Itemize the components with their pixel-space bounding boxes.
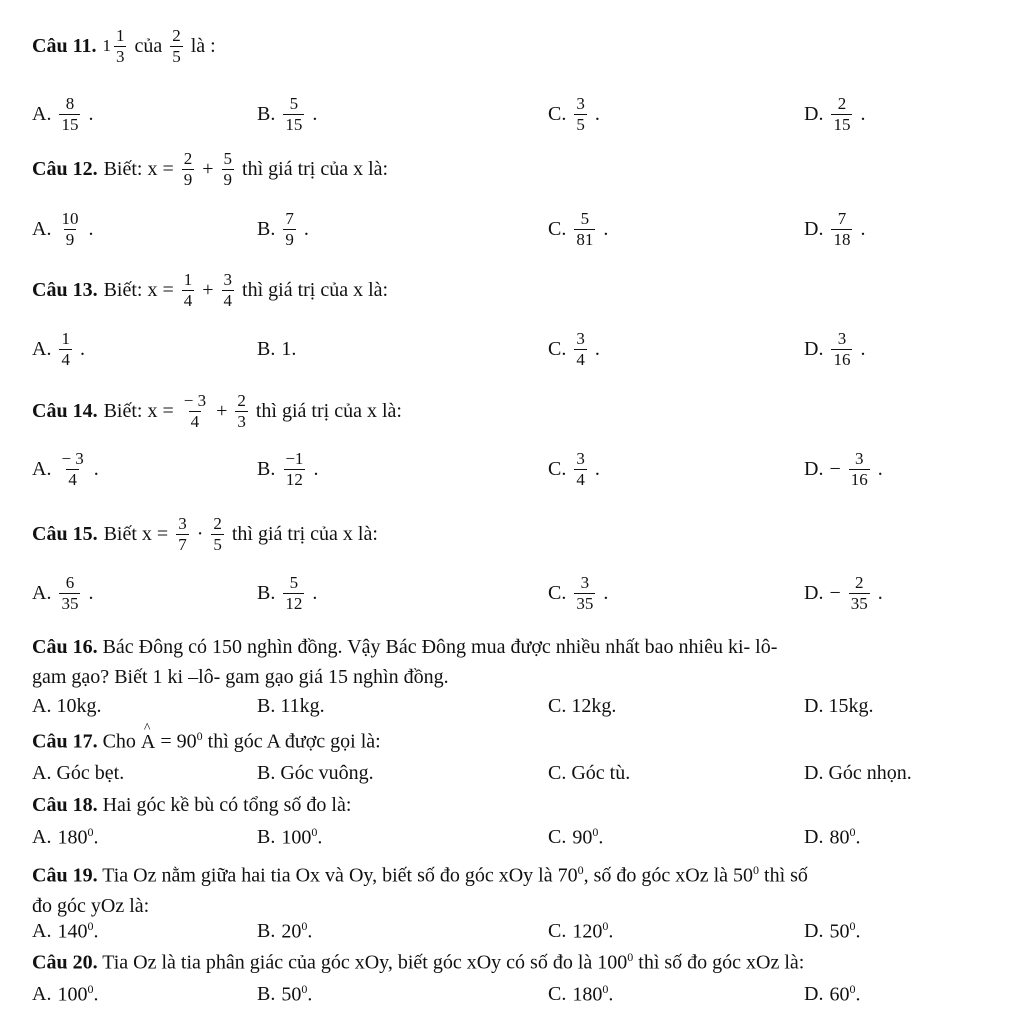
fraction: $\frac{5}{9}$ <box>223 149 233 189</box>
fraction: $\frac{2}{5}$ <box>213 514 222 554</box>
question-12: Câu 12. Biết: x = $\frac{2}{9}$ + $\frac{5}{9}$ thì giá trị của x là: <box>32 149 389 189</box>
mixed-number: 1 $\frac{1}{3}$ <box>102 26 125 66</box>
option-b[interactable]: B. $\frac{7}{9}$ . <box>257 209 309 249</box>
option-a[interactable]: A. $\frac{- 3}{4}$ . <box>32 449 99 489</box>
option-b[interactable]: B. 1. <box>257 338 297 360</box>
question-label: Câu 14. <box>32 399 98 422</box>
option-d[interactable]: D. Góc nhọn. <box>804 762 912 784</box>
question-label: Câu 13. <box>32 278 98 301</box>
option-d[interactable]: D. $\frac{3}{16}$ . <box>804 329 866 369</box>
option-a[interactable]: A. 10kg. <box>32 695 102 717</box>
options-12 <box>32 210 1004 250</box>
option-b[interactable]: B. $50^0$. <box>257 982 313 1006</box>
option-b[interactable]: B. $\frac{5}{12}$ . <box>257 573 318 613</box>
question-16: Câu 16. Bác Đông có 150 nghìn đồng. Vậy Bác Đông mua được nhiều nhất bao nhiêu ki- lô- gam gạo? Biết 1 ki –lô- gam gạo giá 15 nghìn đồng. <box>32 636 778 688</box>
option-c[interactable]: C. 12kg. <box>548 695 617 717</box>
option-d[interactable]: D. $\frac{7}{18}$ . <box>804 209 866 249</box>
question-20: Câu 20. Tia Oz là tia phân giác của góc xOy, biết góc xOy có số đo là $100^0$ thì số đo góc xOz là: <box>32 950 805 974</box>
options-13 <box>32 330 1004 370</box>
option-b[interactable]: B. $100^0$. <box>257 825 323 849</box>
question-19: Câu 19. Tia Oz nằm giữa hai tia Ox và Oy, biết số đo góc xOy là $70^0$, số đo góc xOz là $50^0$ thì số đo góc yOz là: <box>32 863 808 917</box>
option-d[interactable]: D. $80^0$. <box>804 825 861 849</box>
option-b[interactable]: B. Góc vuông. <box>257 762 374 784</box>
option-c[interactable]: C. $\frac{3}{4}$ . <box>548 329 600 369</box>
option-d[interactable]: D. − $\frac{3}{16}$ . <box>804 449 883 489</box>
option-d[interactable]: D. $\frac{2}{15}$ . <box>804 94 866 134</box>
fraction: $\frac{- 3}{4}$ <box>183 391 207 431</box>
question-label: Câu 17. <box>32 730 98 753</box>
option-a[interactable]: A. $\frac{8}{15}$ . <box>32 94 94 134</box>
option-b[interactable]: B. $\frac{5}{15}$ . <box>257 94 318 134</box>
question-label: Câu 18. <box>32 794 98 816</box>
options-14 <box>32 450 1004 490</box>
question-14: Câu 14. Biết: x = $\frac{- 3}{4}$ + $\frac{2}{3}$ thì giá trị của x là: <box>32 391 402 431</box>
fraction: $\frac{1}{4}$ <box>183 270 193 310</box>
fraction: $\frac{3}{7}$ <box>178 514 187 554</box>
question-label: Câu 15. <box>32 522 98 545</box>
question-label: Câu 11. <box>32 34 97 57</box>
fraction: $\frac{2}{3}$ <box>237 391 246 431</box>
fraction: $\frac{3}{4}$ <box>223 270 233 310</box>
question-label: Câu 19. <box>32 864 98 887</box>
option-a[interactable]: A. $100^0$. <box>32 982 99 1006</box>
option-b[interactable]: B. $\frac{-1}{12}$ . <box>257 449 319 489</box>
option-a[interactable]: A. $\frac{1}{4}$ . <box>32 329 85 369</box>
option-c[interactable]: C. $120^0$. <box>548 919 614 943</box>
fraction: $\frac{2}{5}$ <box>172 26 181 66</box>
question-18: Câu 18. Hai góc kề bù có tổng số đo là: <box>32 794 352 816</box>
option-d[interactable]: D. 15kg. <box>804 695 874 717</box>
option-a[interactable]: A. $\frac{10}{9}$ . <box>32 209 94 249</box>
option-a[interactable]: A. $180^0$. <box>32 825 99 849</box>
question-15: Câu 15. Biết x = $\frac{3}{7}$ · $\frac{2}{5}$ thì giá trị của x là: <box>32 514 378 554</box>
question-label: Câu 12. <box>32 157 98 180</box>
option-c[interactable]: C. $\frac{3}{4}$ . <box>548 449 600 489</box>
options-11 <box>32 95 1004 135</box>
option-c[interactable]: C. $\frac{3}{35}$ . <box>548 573 609 613</box>
option-a[interactable]: A. $140^0$. <box>32 919 99 943</box>
option-d[interactable]: D. − $\frac{2}{35}$ . <box>804 573 883 613</box>
option-d[interactable]: D. $60^0$. <box>804 982 861 1006</box>
question-13: Câu 13. Biết: x = $\frac{1}{4}$ + $\frac{3}{4}$ thì giá trị của x là: <box>32 270 389 310</box>
option-c[interactable]: C. $90^0$. <box>548 825 604 849</box>
options-20 <box>32 982 1004 1022</box>
option-d[interactable]: D. $50^0$. <box>804 919 861 943</box>
option-b[interactable]: B. $20^0$. <box>257 919 313 943</box>
question-label: Câu 20. <box>32 951 98 974</box>
angle-symbol: ^ A <box>141 731 155 754</box>
fraction: $\frac{2}{9}$ <box>183 149 193 189</box>
options-15 <box>32 574 1004 614</box>
option-a[interactable]: A. Góc bẹt. <box>32 762 125 784</box>
option-a[interactable]: A. $\frac{6}{35}$ . <box>32 573 94 613</box>
question-11: Câu 11. 1 $\frac{1}{3}$ của $\frac{2}{5}$ là : <box>32 26 216 66</box>
option-c[interactable]: C. $\frac{5}{81}$ . <box>548 209 609 249</box>
option-c[interactable]: C. Góc tù. <box>548 762 631 784</box>
question-label: Câu 16. <box>32 636 98 658</box>
question-17: Câu 17. Cho ^ $A = 90^0$ thì góc A được gọi là: <box>32 729 1004 754</box>
option-c[interactable]: C. $180^0$. <box>548 982 614 1006</box>
option-c[interactable]: C. $\frac{3}{5}$ . <box>548 94 600 134</box>
option-b[interactable]: B. 11kg. <box>257 695 325 717</box>
